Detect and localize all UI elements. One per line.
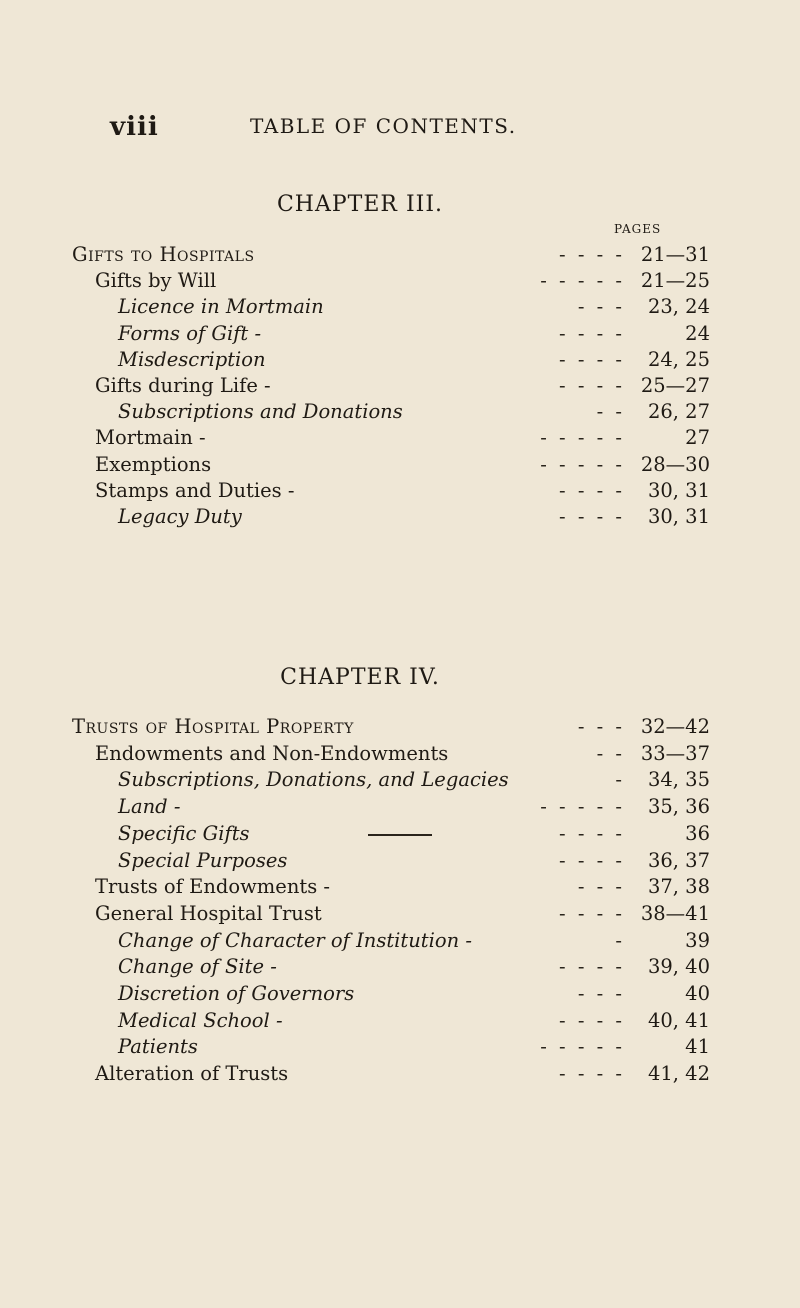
toc-entry	[95, 875, 710, 901]
toc-entry	[72, 715, 710, 741]
dot-leader: - - - - -	[540, 426, 625, 450]
dot-leader: - - - -	[559, 901, 625, 925]
toc-entry	[118, 955, 710, 981]
toc-entry-pages: 24, 25	[647, 347, 710, 371]
toc-entry	[95, 742, 710, 768]
toc-entry-label: Legacy Duty	[118, 505, 242, 528]
toc-entry-label: Alteration of Trusts	[95, 1062, 289, 1086]
toc-entry-label: Subscriptions and Donations	[118, 400, 403, 424]
dot-leader: - - -	[577, 295, 625, 319]
dot-leader: - - - -	[559, 1008, 625, 1032]
dot-leader: - - - -	[559, 848, 625, 872]
dot-leader: - -	[596, 741, 625, 765]
page-header	[110, 112, 710, 142]
toc-entry	[118, 295, 710, 321]
toc-entry-label: Stamps and Duties -	[95, 478, 295, 502]
dot-leader: - - - -	[559, 374, 625, 397]
dot-leader: - - - -	[559, 1062, 625, 1086]
dot-leader: - - - -	[559, 505, 625, 528]
toc-entry-pages: 21—31	[640, 243, 710, 266]
dot-leader: -	[615, 768, 625, 792]
toc-entry-pages: 32—42	[640, 715, 710, 738]
page-number: viii	[110, 112, 159, 142]
toc-entry-pages: 40, 41	[647, 1008, 710, 1032]
toc-entry-pages: 30, 31	[647, 478, 710, 502]
toc-entry-label: Misdescription	[118, 347, 266, 371]
toc-entry-label: Patients	[118, 1035, 198, 1059]
toc-entry-pages: 28—30	[640, 452, 710, 476]
toc-entry-label: Medical School -	[118, 1008, 283, 1032]
toc-entry-label: Gifts during Life -	[95, 374, 271, 397]
toc-entry-pages: 23, 24	[647, 295, 710, 319]
chapter-4-title: CHAPTER IV.	[280, 665, 440, 690]
toc-entry-label: Change of Site -	[118, 955, 277, 979]
toc-entry-label: Forms of Gift -	[118, 321, 262, 345]
toc-entry-pages: 36	[685, 821, 710, 845]
toc-entry	[95, 269, 710, 295]
dot-leader: - - - -	[559, 955, 625, 979]
toc-entry	[95, 1062, 710, 1088]
dot-leader: - - - - -	[540, 1035, 625, 1059]
toc-entry	[95, 902, 710, 928]
toc-entry	[118, 795, 710, 821]
toc-entry	[118, 768, 710, 794]
toc-entry-pages: 37, 38	[647, 875, 710, 899]
toc-entry	[118, 400, 710, 426]
toc-entry	[95, 374, 710, 400]
toc-entry-pages: 39, 40	[647, 955, 710, 979]
dot-leader: - - -	[577, 982, 625, 1005]
toc-entry	[95, 479, 710, 505]
toc-entry	[118, 982, 710, 1008]
pages-column-label: PAGES	[614, 222, 662, 236]
toc-entry-pages: 30, 31	[647, 505, 710, 528]
toc-entry-label: Change of Character of Institution -	[118, 928, 472, 952]
dot-leader: - - - -	[559, 347, 625, 371]
toc-entry-pages: 35, 36	[647, 795, 710, 819]
toc-entry-label: Discretion of Governors	[118, 982, 355, 1005]
dot-leader: - - -	[577, 875, 625, 899]
toc-entry-label: Specific Gifts	[118, 821, 250, 845]
toc-entry	[118, 348, 710, 374]
toc-entry-label: Trusts of Endowments -	[95, 875, 331, 899]
toc-entry-label: Land -	[118, 795, 181, 819]
toc-entry-pages: 36, 37	[647, 848, 710, 872]
toc-entry-pages: 41, 42	[647, 1062, 710, 1086]
toc-entry-label: Gifts to Hospitals	[72, 243, 255, 266]
toc-entry	[118, 505, 710, 531]
dot-leader: - -	[596, 400, 625, 424]
chapter-3-title: CHAPTER III.	[276, 192, 444, 217]
toc-entry-pages: 21—25	[640, 269, 710, 293]
dot-leader: - - - -	[559, 243, 625, 266]
dot-leader: - - -	[577, 715, 625, 738]
toc-entry	[95, 453, 710, 479]
toc-entry-pages: 24	[685, 321, 710, 345]
toc-entry-pages: 38—41	[640, 901, 710, 925]
divider-rule	[368, 834, 432, 836]
toc-entry-label: Mortmain -	[95, 426, 206, 450]
toc-entry	[72, 243, 710, 269]
dot-leader: -	[615, 928, 625, 952]
toc-entry	[118, 322, 710, 348]
toc-entry-pages: 39	[685, 928, 710, 952]
toc-entry-pages: 40	[685, 982, 710, 1005]
toc-entry-pages: 26, 27	[647, 400, 710, 424]
toc-entry-label: Exemptions	[95, 452, 212, 476]
toc-entry-label: Special Purposes	[118, 848, 288, 872]
toc-entry-pages: 34, 35	[647, 768, 710, 792]
toc-entry-label: Trusts of Hospital Property	[72, 715, 354, 738]
dot-leader: - - - -	[559, 321, 625, 345]
toc-entry-label: Licence in Mortmain	[118, 295, 324, 319]
toc-entry-label: Gifts by Will	[95, 269, 217, 293]
dot-leader: - - - -	[559, 478, 625, 502]
dot-leader: - - - -	[559, 821, 625, 845]
dot-leader: - - - - -	[540, 452, 625, 476]
toc-entry-pages: 33—37	[640, 741, 710, 765]
toc-entry	[118, 1009, 710, 1035]
toc-entry-label: Endowments and Non-Endowments	[95, 741, 449, 765]
toc-entry-label: General Hospital Trust	[95, 901, 322, 925]
toc-entry-pages: 27	[685, 426, 710, 450]
toc-entry	[118, 929, 710, 955]
running-title: TABLE OF CONTENTS.	[250, 114, 517, 138]
toc-entry	[118, 1035, 710, 1061]
toc-entry	[95, 426, 710, 452]
toc-entry	[118, 849, 710, 875]
toc-entry-pages: 41	[685, 1035, 710, 1059]
dot-leader: - - - - -	[540, 795, 625, 819]
toc-entry-pages: 25—27	[640, 374, 710, 397]
dot-leader: - - - - -	[540, 269, 625, 293]
toc-entry-label: Subscriptions, Donations, and Legacies	[118, 768, 509, 792]
